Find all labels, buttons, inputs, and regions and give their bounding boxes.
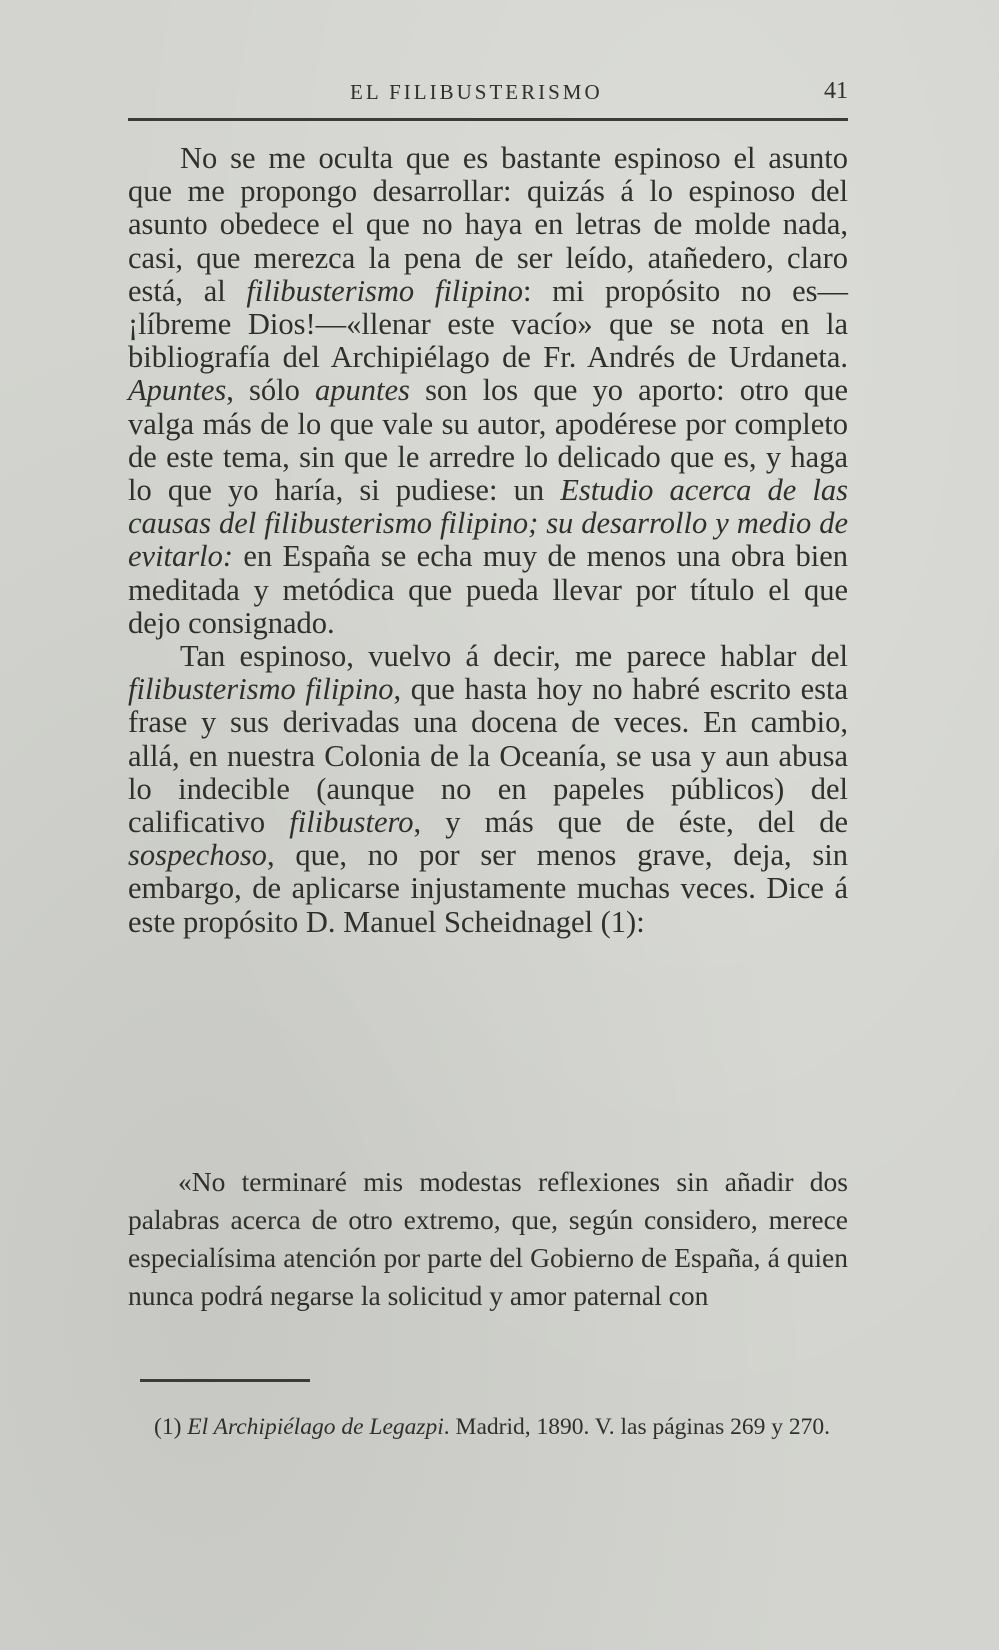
footnote [128,1410,848,1445]
block-quote [128,1163,848,1315]
running-title: EL FILIBUSTERISMO [350,80,603,104]
italic-text: filibusterismo filipino [128,672,394,707]
paragraph-1 [128,142,848,640]
quote-paragraph [128,1163,848,1315]
text-run: , que, no por ser menos grave, deja, sin embargo, de aplicarse injustamente muchas veces. Dice á este propósito D. Manuel Scheidnagel (1): [128,838,848,939]
italic-text: filibustero [289,805,414,840]
text-run: en España se echa muy de menos una obra bien meditada y metódica que pueda llevar por título el que dejo consignado. [128,539,848,640]
text-run: son los que yo aporto: otro que valga más de lo que vale su autor, apodérese por completo de este tema, sin que le arredre lo delicado que es, y haga lo que yo haría, si pudiese: un [128,373,849,508]
running-header [128,78,848,121]
italic-text: apuntes [315,373,410,408]
text-run: Tan espinoso, vuelvo á decir, me parece hablar del [180,639,848,674]
text-run: . Madrid, 1890. V. las páginas 269 y 270. [443,1414,831,1440]
text-run: , sólo [226,373,316,408]
italic-text: sospechoso [128,838,267,873]
body-text [128,142,848,939]
italic-text: Estudio acerca de las causas del filibusterismo filipino; su desarrollo y medio de evitarlo: [128,473,849,574]
page-number: 41 [824,78,848,104]
footnote-text [128,1410,848,1445]
italic-text: El Archipiélago de Legazpi [187,1414,444,1440]
text-run: , que hasta hoy no habré escrito esta frase y sus derivadas una docena de veces. En cambio, allá, en nuestra Colonia de la Oceanía, se usa y aun abusa lo indecible (aunque no en papeles públicos) del calificativo [128,672,849,840]
text-run: (1) [154,1414,188,1440]
text-run: No se me oculta que es bastante espinoso el asunto que me propongo desarrollar: quizás á lo espinoso del asunto obedece el que no haya en letras de molde nada, casi, que merezca la pena de ser leído, atañedero, claro está, al [128,141,848,308]
italic-text: filibusterismo filipino [246,273,523,308]
italic-text: Apuntes [128,373,227,408]
paragraph-2 [128,640,848,939]
text-run: «No terminaré mis modestas reflexiones sin añadir dos palabras acerca de otro extremo, que, según considero, merece especialísima atención por parte del Gobierno de España, á quien nunca podrá negarse la solicitud y amor paternal con [128,1166,848,1311]
text-run: , y más que de éste, del de [413,805,848,840]
footnote-rule [140,1379,310,1382]
text-run: : mi propósito no es—¡líbreme Dios!—«llenar este vacío» que se nota en la bibliografía del Archipiélago de Fr. Andrés de Urdaneta. [128,273,848,375]
